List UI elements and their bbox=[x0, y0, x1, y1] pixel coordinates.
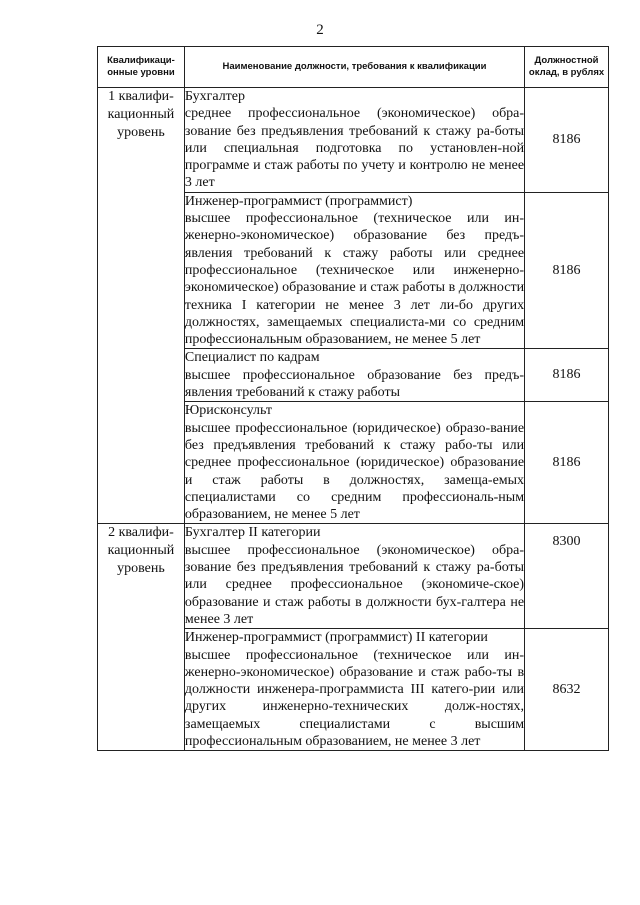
position-cell bbox=[184, 629, 524, 751]
table-row bbox=[98, 88, 609, 193]
position-cell bbox=[184, 88, 524, 193]
salary-value: 8186 bbox=[525, 192, 609, 349]
position-requirements: высшее профессиональное (юридическое) образо-вание без предъявления требований к стажу рабо-ты или среднее профессиональное (юридическое) образование и стаж работы в должностях, замеща-емых специалистами со средним профессиональ-ным образованием, не менее 5 лет bbox=[184, 420, 525, 523]
position-requirements: высшее профессиональное (экономическое) обра-зование без предъявления требований к стажу ра-боты или среднее профессиональное (экономиче-ское) образование и стаж работы в должности бух-галтера не менее 3 лет bbox=[184, 542, 525, 627]
position-title: Инженер-программист (программист) II категории bbox=[184, 630, 488, 646]
qualification-salary-table bbox=[97, 46, 609, 751]
qualification-level-1: 1 квалифи-кационный уровень bbox=[98, 88, 185, 524]
salary-value: 8300 bbox=[525, 524, 609, 629]
position-title: Бухгалтер bbox=[184, 89, 246, 104]
table-row bbox=[98, 524, 609, 629]
salary-value: 8186 bbox=[525, 402, 609, 524]
salary-value: 8632 bbox=[525, 629, 609, 751]
position-cell bbox=[184, 402, 524, 524]
position-title: Специалист по кадрам bbox=[184, 350, 320, 366]
position-cell bbox=[184, 524, 524, 629]
table-header-row bbox=[98, 47, 609, 88]
position-requirements: высшее профессиональное (техническое или ин-женерно-экономическое) образование и стаж рабо-ты в должности инженера-программиста III катего-рии или других инженерно-технических долж-ностях, замещаемых специалистами с высшим профессиональным образованием, не менее 3 лет bbox=[184, 647, 525, 749]
position-title: Юрисконсульт bbox=[184, 403, 272, 419]
position-requirements: высшее профессиональное образование без предъ-явления требований к стажу работы bbox=[184, 367, 525, 401]
salary-value: 8186 bbox=[525, 349, 609, 402]
position-title: Бухгалтер II категории bbox=[184, 525, 321, 541]
header-salary: Должностной оклад, в рублях bbox=[525, 47, 609, 88]
header-position-requirements: Наименование должности, требования к квалификации bbox=[184, 47, 524, 88]
position-requirements: среднее профессиональное (экономическое) обра-зование без предъявления требований к стажу ра-боты или специальная подготовка по установлен-ной программе и стаж работы по учету и контролю не менее 3 лет bbox=[184, 106, 525, 191]
position-title: Инженер-программист (программист) bbox=[184, 193, 413, 209]
qualification-level-2: 2 квалифи-кационный уровень bbox=[98, 524, 185, 751]
position-cell bbox=[184, 192, 524, 349]
position-cell bbox=[184, 349, 524, 402]
salary-value: 8186 bbox=[525, 88, 609, 193]
page-number: 2 bbox=[316, 22, 324, 38]
position-requirements: высшее профессиональное (техническое или ин-женерно-экономическое) образование без предъ-явления требований к стажу работы или среднее профессиональное (техническое или инженерно-экономическое) образование и стаж работы в должности техника I категории не менее 3 лет ли-бо других должностях, замещаемых специалиста-ми со средним профессиональным образованием, не менее 5 лет bbox=[184, 211, 525, 348]
header-qualification-levels: Квалификаци-онные уровни bbox=[98, 47, 185, 88]
